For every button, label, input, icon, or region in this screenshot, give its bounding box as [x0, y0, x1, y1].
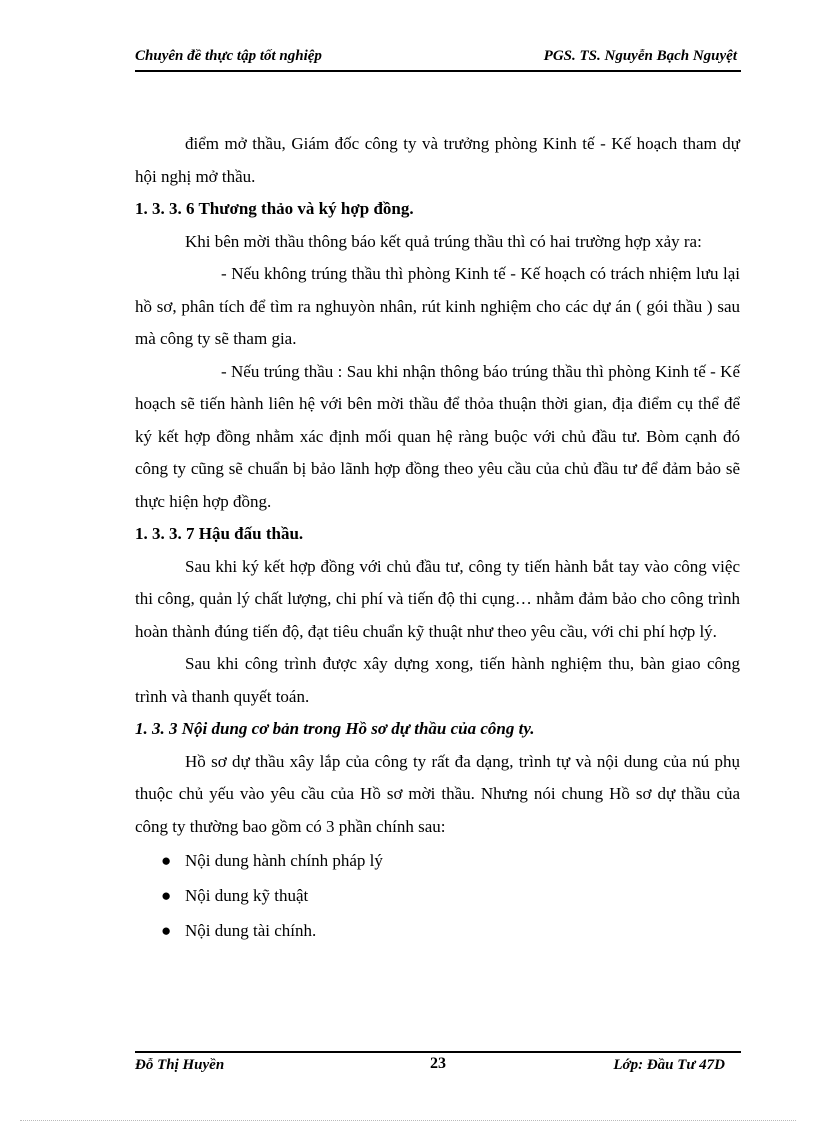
list-item — [135, 843, 740, 878]
bullet-icon: ● — [161, 851, 172, 870]
bottom-dotted-rule — [20, 1120, 796, 1121]
paragraph-winning: - Nếu trúng thầu : Sau khi nhận thông báo trúng thầu thì phòng Kinh tế - Kế hoạch sẽ tiến hành liên hệ với bên mời thầu để thỏa thuận thời gian, địa điểm cụ thể để ký kết hợp đồng nhằm xác định mối quan hệ ràng buộc với chủ đầu tư. Bòm cạnh đó công ty cũng sẽ chuẩn bị bảo lãnh hợp đồng theo yêu cầu của chủ đầu tư để đảm bảo sẽ thực hiện hợp đồng. — [135, 361, 740, 511]
list-item-text: Nội dung hành chính pháp lý — [185, 851, 383, 870]
footer-author: Đỗ Thị Huyền — [135, 1057, 225, 1073]
paragraph-bid-dossier: Hồ sơ dự thầu xây lắp của công ty rất đa dạng, trình tự và nội dung của nú phụ thuộc chủ yếu vào yêu cầu của Hồ sơ mời thầu. Nhưng nói chung Hồ sơ dự thầu của công ty thường bao gồm có 3 phần chính sau: — [135, 751, 740, 836]
header-document-title: Chuyên đề thực tập tốt nghiệp — [135, 48, 322, 64]
bullet-icon: ● — [161, 921, 172, 940]
heading-negotiation: 1. 3. 3. 6 Thương thảo và ký hợp đồng. — [135, 199, 414, 218]
header-supervisor: PGS. TS. Nguyễn Bạch Nguyệt — [543, 48, 737, 64]
list-item — [135, 878, 740, 913]
bullet-icon: ● — [161, 886, 172, 905]
page-header — [135, 48, 741, 72]
heading-post-bidding: 1. 3. 3. 7 Hậu đấu thầu. — [135, 524, 304, 543]
list-item — [135, 913, 740, 948]
paragraph-construction: Sau khi ký kết hợp đồng với chủ đầu tư, công ty tiến hành bắt tay vào công việc thi công, quản lý chất lượng, chi phí và tiến độ thi cụng… nhằm đảm bảo cho công trình hoàn thành đúng tiến độ, đạt tiêu chuẩn kỹ thuật như theo yêu cầu, với chi phí hợp lý. — [135, 556, 740, 641]
page-number: 23 — [430, 1055, 446, 1072]
paragraph-handover: Sau khi công trình được xây dựng xong, tiến hành nghiệm thu, bàn giao công trình và thanh quyết toán. — [135, 654, 740, 706]
list-item-text: Nội dung tài chính. — [185, 921, 317, 940]
heading-bid-dossier-content: 1. 3. 3 Nội dung cơ bản trong Hồ sơ dự thầu của công ty. — [135, 719, 535, 738]
list-item-text: Nội dung kỹ thuật — [185, 886, 309, 905]
footer-class: Lớp: Đầu Tư 47D — [613, 1057, 725, 1073]
bullet-list — [135, 843, 740, 948]
page-body — [135, 128, 740, 948]
paragraph-two-cases: Khi bên mời thầu thông báo kết quả trúng thầu thì có hai trường hợp xảy ra: — [185, 231, 702, 251]
paragraph-bid-opening: điểm mở thầu, Giám đốc công ty và trưởng phòng Kinh tế - Kế hoạch tham dự hội nghị mở thầu. — [135, 134, 740, 186]
page-footer — [135, 1051, 741, 1079]
paragraph-not-winning: - Nếu không trúng thầu thì phòng Kinh tế - Kế hoạch có trách nhiệm lưu lại hồ sơ, phân tích để tìm ra nghuyòn nhân, rút kinh nghiệm cho các dự án ( gói thầu ) sau mà công ty sẽ tham gia. — [135, 264, 740, 348]
